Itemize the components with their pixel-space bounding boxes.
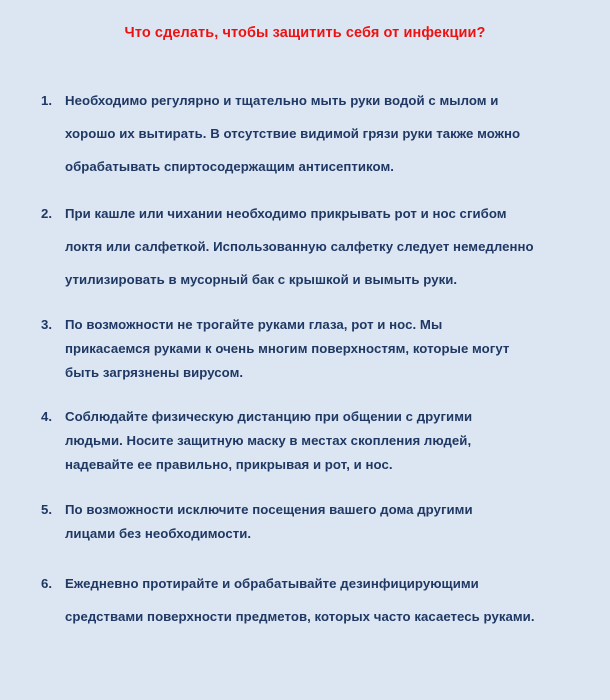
- list-item-line: лицами без необходимости.: [65, 526, 252, 541]
- list-item-number: 1.: [41, 93, 53, 108]
- list-item-number: 5.: [41, 502, 53, 517]
- list-item-number: 3.: [41, 317, 53, 332]
- list-item-number: 4.: [41, 409, 53, 424]
- list-item-line: прикасаемся руками к очень многим поверхностям, которые могут: [65, 341, 510, 356]
- list-item-line: Необходимо регулярно и тщательно мыть руки водой с мылом и: [65, 93, 499, 108]
- list-item-number: 2.: [41, 206, 53, 221]
- list-item-number: 6.: [41, 576, 53, 591]
- page-title: Что сделать, чтобы защитить себя от инфекции?: [124, 25, 486, 41]
- list-item: [0, 313, 610, 385]
- list-item-line: утилизировать в мусорный бак с крышкой и вымыть руки.: [65, 272, 458, 287]
- list-item-line: По возможности исключите посещения вашего дома другими: [65, 502, 473, 517]
- list-item-line: Ежедневно протирайте и обрабатывайте дезинфицирующими: [65, 576, 479, 591]
- recommendations-list: [0, 84, 610, 633]
- list-item-text: [65, 84, 610, 183]
- list-item-text: [65, 405, 610, 477]
- list-item-line: средствами поверхности предметов, которых часто касаетесь руками.: [65, 609, 535, 624]
- list-item-line: Соблюдайте физическую дистанцию при общении с другими: [65, 409, 473, 424]
- list-item-text: [65, 313, 610, 385]
- list-item: [0, 197, 610, 296]
- list-item-line: быть загрязнены вирусом.: [65, 365, 244, 380]
- list-item-line: надевайте ее правильно, прикрывая и рот, и нос.: [65, 457, 393, 472]
- list-item-line: людьми. Носите защитную маску в местах скопления людей,: [65, 433, 472, 448]
- list-item-text: [65, 197, 610, 296]
- list-item-line: хорошо их вытирать. В отсутствие видимой грязи руки также можно: [65, 126, 521, 141]
- list-item-text: [65, 498, 610, 546]
- list-item: [0, 498, 610, 546]
- list-item: [0, 405, 610, 477]
- list-item: [0, 84, 610, 183]
- list-item-text: [65, 567, 610, 633]
- list-item-line: обрабатывать спиртосодержащим антисептиком.: [65, 159, 394, 174]
- list-item-line: При кашле или чихании необходимо прикрывать рот и нос сгибом: [65, 206, 507, 221]
- list-item: [0, 567, 610, 633]
- list-item-line: По возможности не трогайте руками глаза, рот и нос. Мы: [65, 317, 443, 332]
- list-item-line: локтя или салфеткой. Использованную салфетку следует немедленно: [65, 239, 534, 254]
